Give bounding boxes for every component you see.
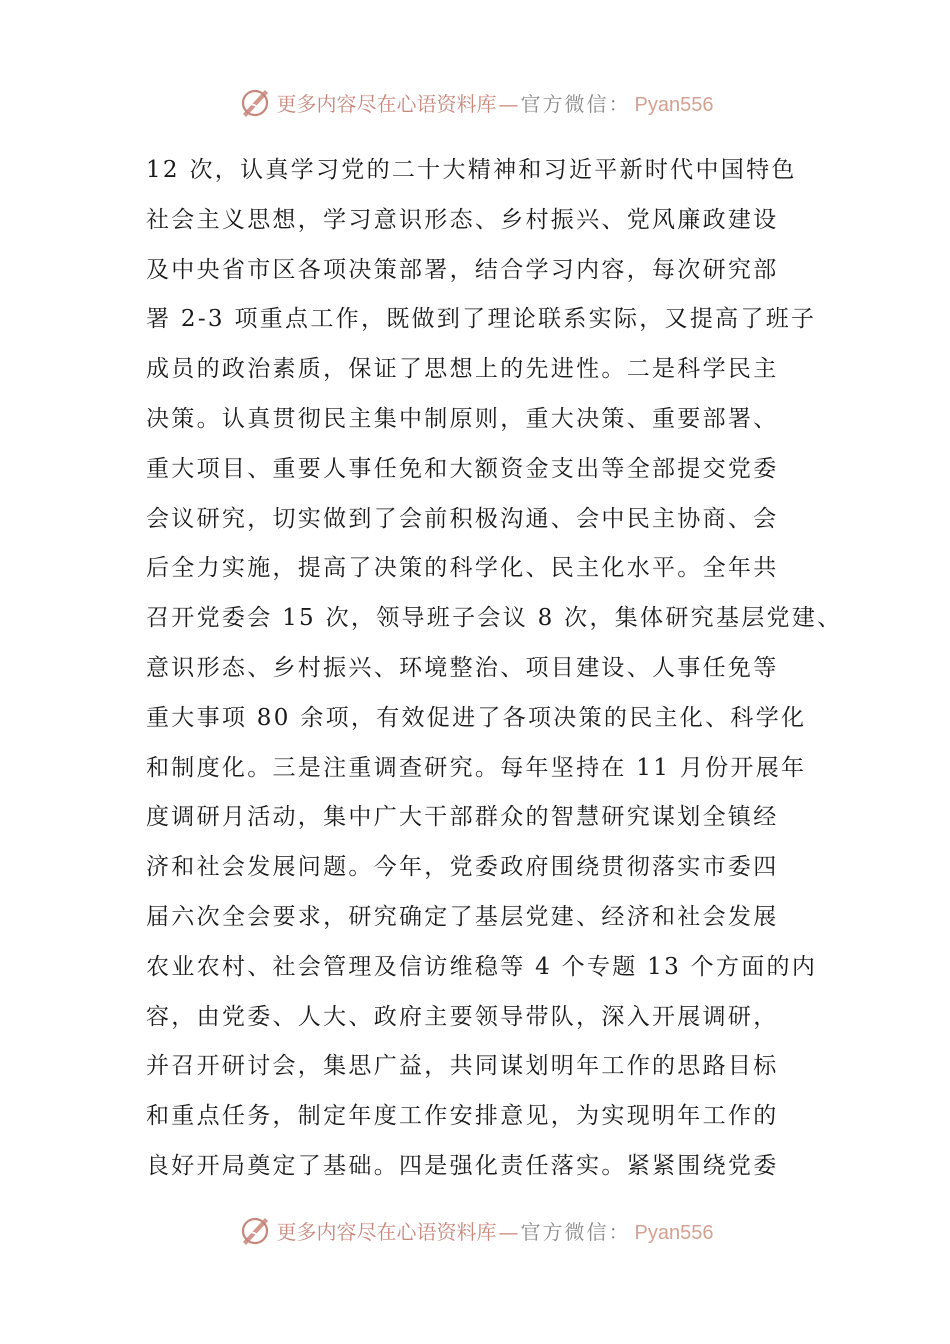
body-line: 后全力实施，提高了决策的科学化、民主化水平。全年共 [146,555,779,582]
document-body [146,146,843,1192]
body-line: 容，由党委、人大、政府主要领导带队，深入开展调研， [146,1003,779,1030]
header-brand: 更多内容尽在心语资料库 [276,91,497,116]
body-line: 度调研月活动，集中广大干部群众的智慧研究谋划全镇经 [146,804,779,831]
header-wechat-label: 官方微信： [520,91,631,116]
pen-circle-icon [237,84,273,120]
body-line: 社会主义思想，学习意识形态、乡村振兴、党风廉政建设 [146,206,779,233]
footer-wechat-id: Pyan556 [634,1221,714,1244]
body-line: 良好开局奠定了基础。四是强化责任落实。紧紧围绕党委 [146,1152,779,1179]
body-line: 重大项目、重要人事任免和大额资金支出等全部提交党委 [146,455,779,482]
body-line: 召开党委会 15 次，领导班子会议 8 次，集体研究基层党建、 [146,605,843,632]
body-line: 并召开研讨会，集思广益，共同谋划明年工作的思路目标 [146,1053,779,1080]
footer-brand: 更多内容尽在心语资料库 [276,1219,497,1244]
header-dash: — [498,91,519,116]
body-line: 意识形态、乡村振兴、环境整治、项目建设、人事任免等 [146,654,779,681]
body-line: 和制度化。三是注重调查研究。每年坚持在 11 月份开展年 [146,754,807,781]
body-line: 会议研究，切实做到了会前积极沟通、会中民主协商、会 [146,505,779,532]
footer-watermark [0,1210,950,1250]
body-line: 农业农村、社会管理及信访维稳等 4 个专题 13 个方面的内 [146,953,818,980]
header-wechat-id: Pyan556 [634,93,714,116]
body-line: 届六次全会要求，研究确定了基层党建、经济和社会发展 [146,903,779,930]
pen-circle-icon [237,1212,273,1248]
body-line: 重大事项 80 余项，有效促进了各项决策的民主化、科学化 [146,704,807,731]
body-line: 署 2-3 项重点工作，既做到了理论联系实际，又提高了班子 [146,306,817,333]
body-line: 及中央省市区各项决策部署，结合学习内容，每次研究部 [146,256,779,283]
body-line: 成员的政治素质，保证了思想上的先进性。二是科学民主 [146,356,779,383]
footer-wechat-label: 官方微信： [520,1219,631,1244]
body-line: 决策。认真贯彻民主集中制原则，重大决策、重要部署、 [146,405,779,432]
footer-dash: — [498,1219,519,1244]
body-line: 和重点任务，制定年度工作安排意见，为实现明年工作的 [146,1103,779,1130]
body-line: 济和社会发展问题。今年，党委政府围绕贯彻落实市委四 [146,854,779,881]
body-line: 12 次，认真学习党的二十大精神和习近平新时代中国特色 [146,157,797,183]
header-watermark [0,82,950,122]
